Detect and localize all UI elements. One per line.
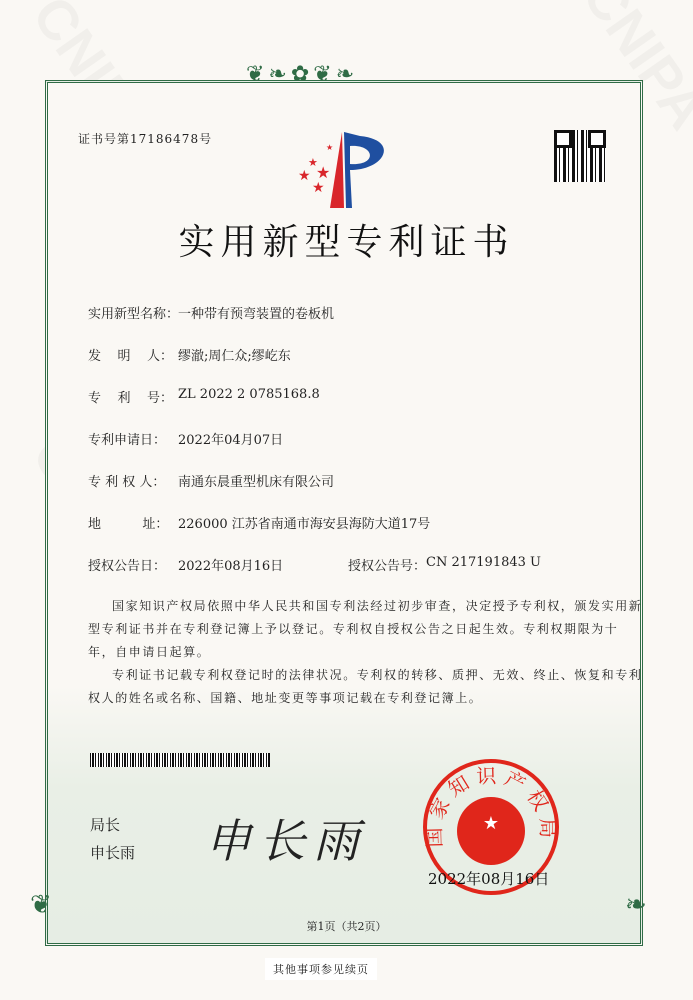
corner-ornament-icon: ❦ bbox=[30, 890, 52, 920]
field-patent-number: 专 利 号： ZL 2022 2 0785168.8 bbox=[88, 387, 320, 406]
qr-code bbox=[554, 130, 606, 182]
seal-date: 2022年08月16日 bbox=[428, 870, 550, 888]
svg-text:★: ★ bbox=[308, 156, 318, 169]
seal-text: 国家知识产权局 bbox=[421, 763, 561, 848]
director-name: 申长雨 bbox=[90, 844, 136, 862]
page-indicator: 第1页（共2页） bbox=[306, 920, 387, 933]
top-ornament-icon: ❦❧✿❦❧ bbox=[246, 62, 359, 87]
continuation-note: 其他事项参见续页 bbox=[265, 958, 377, 980]
field-patentee: 专 利 权 人： 南通东晨重型机床有限公司 bbox=[88, 475, 335, 490]
field-address: 地 址： 226000 江苏省南通市海安县海防大道17号 bbox=[88, 517, 431, 532]
statement-paragraph: 国家知识产权局依照中华人民共和国专利法经过初步审查，决定授予专利权，颁发实用新型专利证书并在专利登记簿上予以登记。专利权自授权公告之日起生效。专利权期限为十年，自申请日起算。 bbox=[88, 599, 643, 659]
svg-text:★: ★ bbox=[482, 813, 500, 834]
statement-paragraph: 专利证书记载专利权登记时的法律状况。专利权的转移、质押、无效、终止、恢复和专利权人的姓名或名称、国籍、地址变更等事项记载在专利登记簿上。 bbox=[88, 668, 643, 705]
field-application-date: 专利申请日： 2022年04月07日 bbox=[88, 433, 284, 448]
svg-text:★: ★ bbox=[326, 143, 334, 152]
svg-text:★: ★ bbox=[298, 168, 311, 184]
svg-text:★: ★ bbox=[316, 163, 331, 182]
field-inventors: 发 明 人： 缪澈;周仁众;缪屹东 bbox=[88, 349, 291, 364]
svg-text:★: ★ bbox=[312, 180, 325, 196]
field-announcement-number: 授权公告号： CN 217191843 U bbox=[348, 555, 541, 574]
field-utility-model-name: 实用新型名称： 一种带有预弯装置的卷板机 bbox=[88, 307, 335, 322]
page-title: 实用新型专利证书 bbox=[178, 222, 515, 263]
corner-ornament-icon: ❧ bbox=[625, 890, 647, 920]
director-title: 局长 bbox=[90, 816, 121, 834]
barcode bbox=[90, 753, 270, 767]
director-signature: 申长雨 bbox=[205, 814, 367, 868]
field-grant-date: 授权公告日： 2022年08月16日 bbox=[88, 559, 284, 574]
cnipa-logo-icon bbox=[290, 130, 400, 210]
certificate-number: 证书号第17186478号 bbox=[78, 132, 213, 146]
